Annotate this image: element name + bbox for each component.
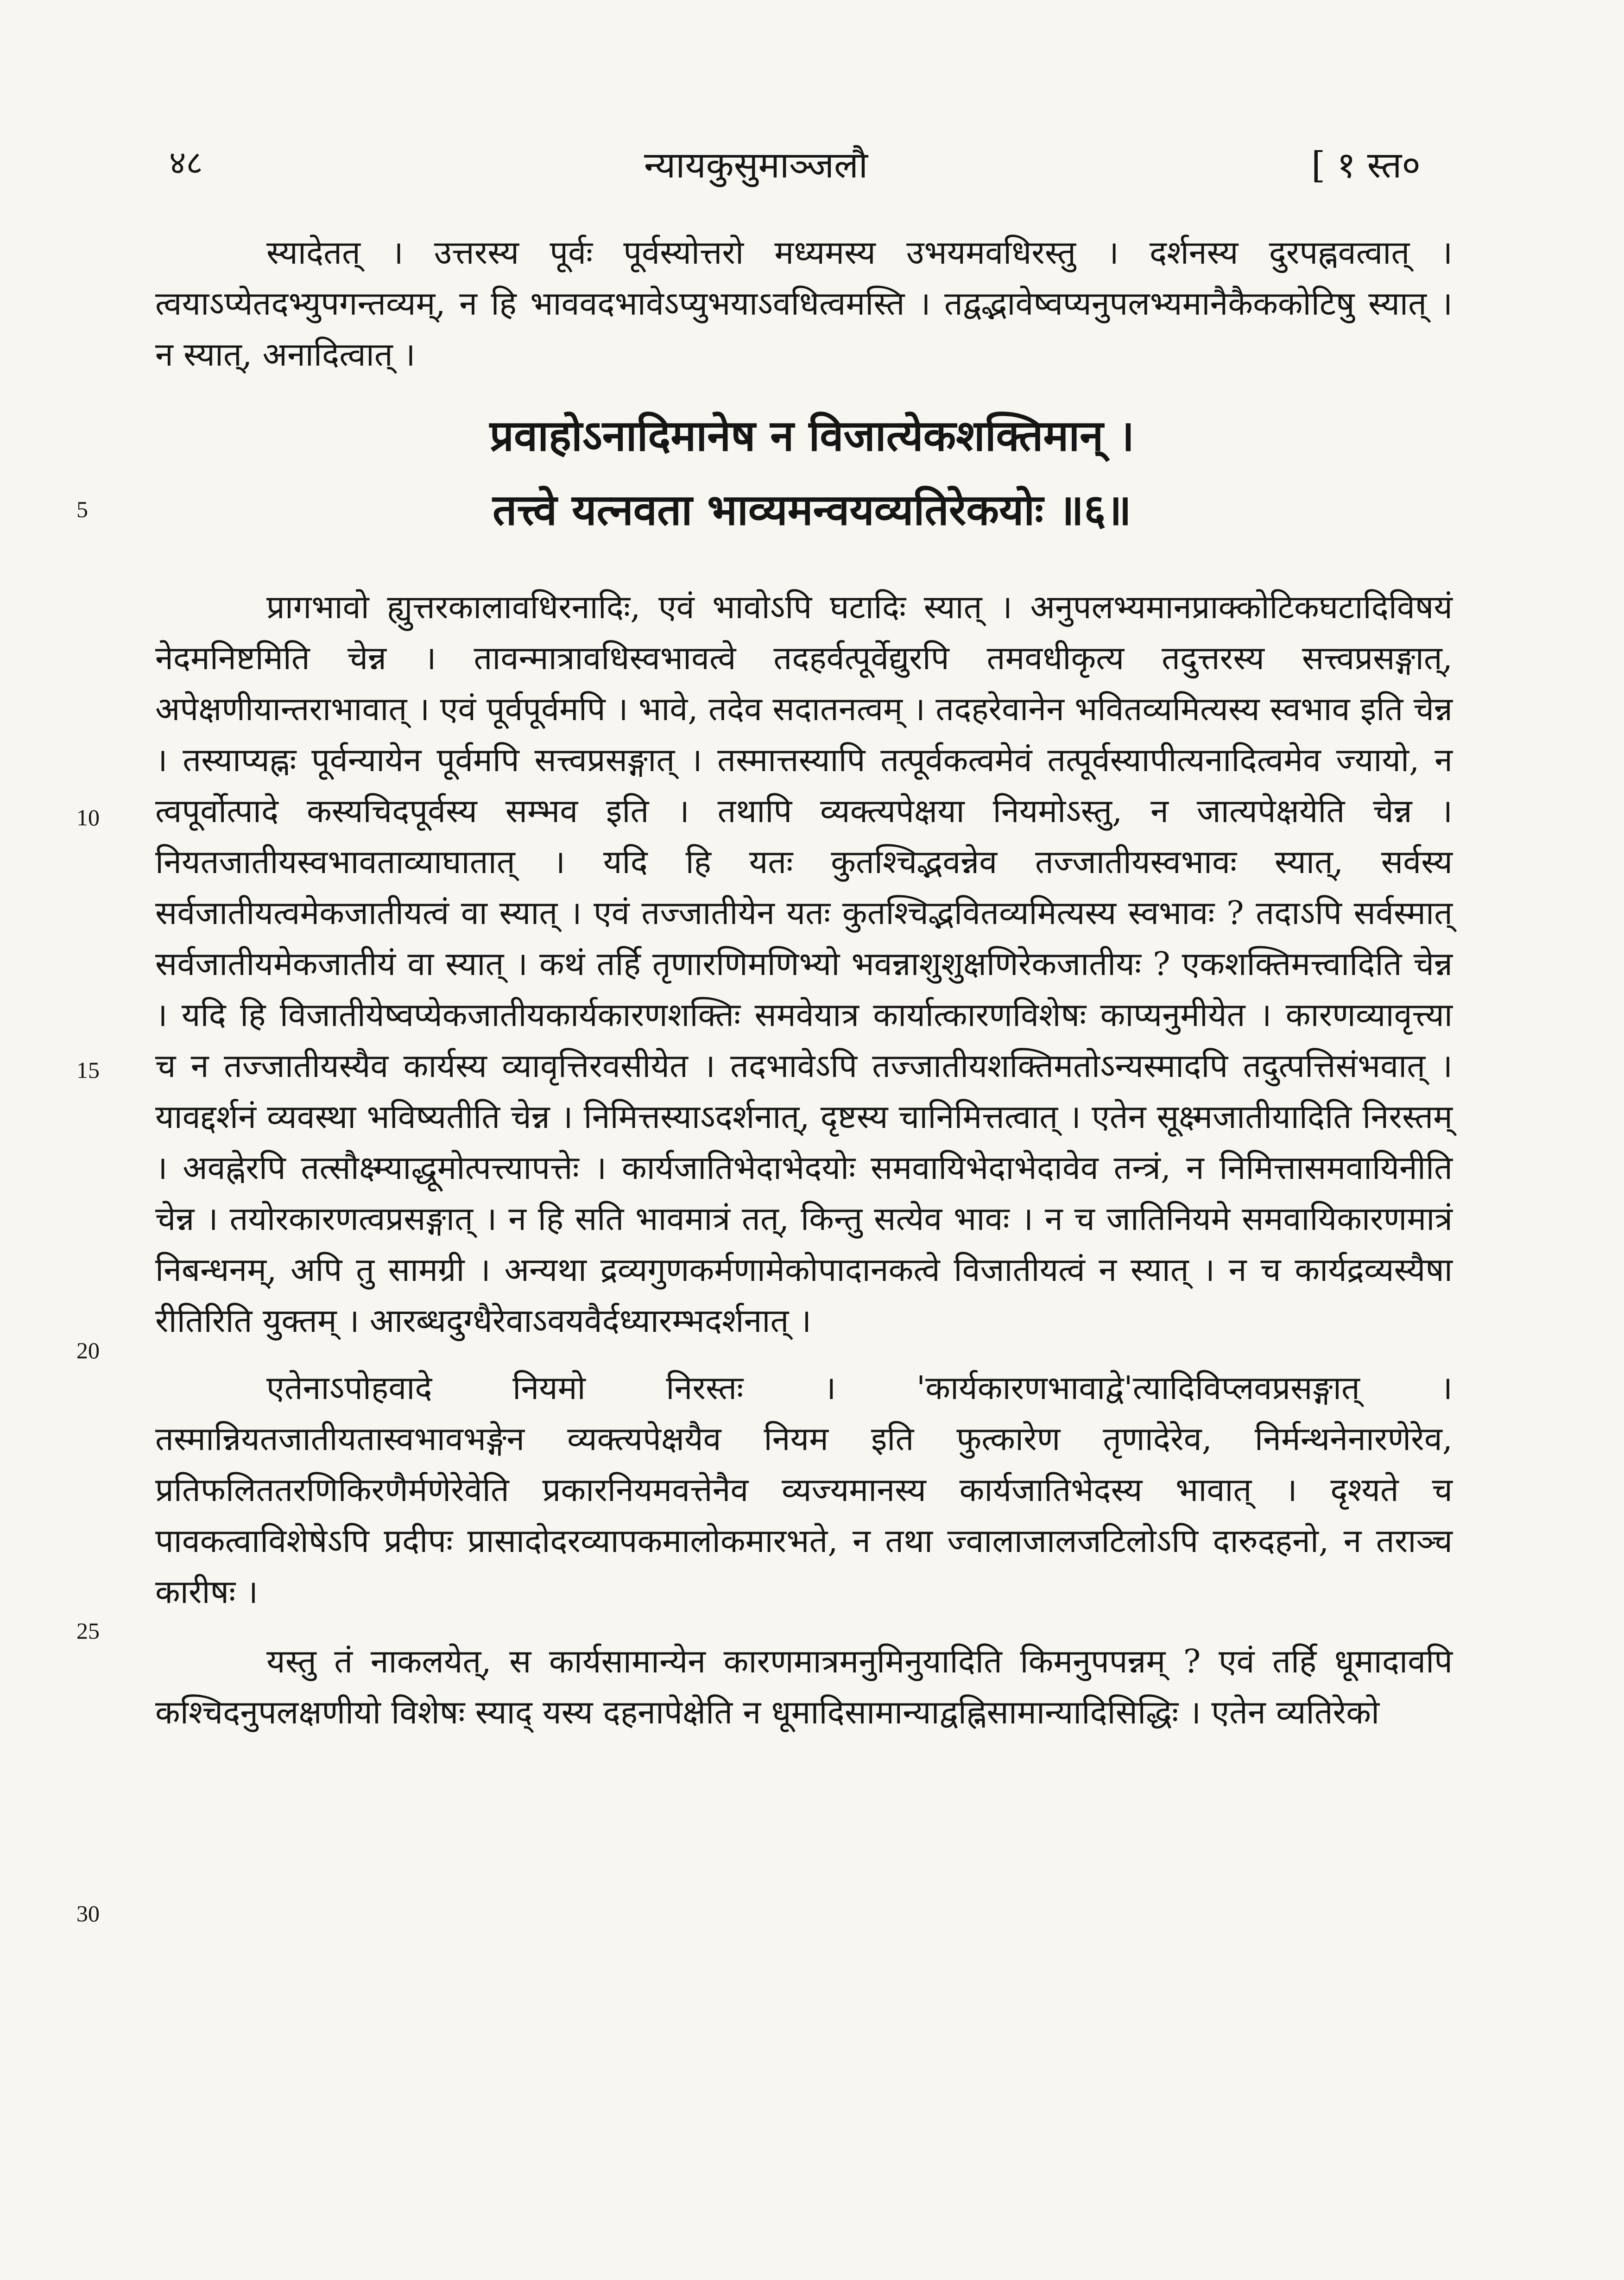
paragraph-4: यस्तु तं नाकलयेत्, स कार्यसामान्येन कारणमात्रमनुमिनुयादिति किमनुपपन्नम् ? एवं तर्हि धूमादावपि कश्चिदनुपलक्षणीयो विशेषः स्याद् यस्य दहनापेक्षेति न धूमादिसामान्याद्वह्निसामान्यादिसिद्धिः । एतेन व्यतिरेको (155, 1642, 1453, 1731)
verse-line-1: प्रवाहोऽनादिमानेष न विजात्येकशक्तिमान् । (489, 411, 1135, 461)
verse-line-2: तत्त्वे यत्नवता भाव्यमन्वयव्यतिरेकयोः ॥६॥ (493, 485, 1131, 535)
karika-verse-6 (0, 399, 1624, 547)
paragraph-2: प्रागभावो ह्युत्तरकालावधिरनादिः, एवं भावोऽपि घटादिः स्यात् । अनुपलभ्यमानप्राक्कोटिकघटादिविषयं नेदमनिष्टमिति चेन्न । तावन्मात्रावधिस्वभावत्वे तदहर्वत्पूर्वेद्युरपि तमवधीकृत्य तदुत्तरस्य सत्त्वप्रसङ्गात्, अपेक्षणीयान्तराभावात् । एवं पूर्वपूर्वमपि । भावे, तदेव सदातनत्वम् । तदहरेवानेन भवितव्यमित्यस्य स्वभाव इति चेन्न । तस्याप्यह्नः पूर्वन्यायेन पूर्वमपि सत्त्वप्रसङ्गात् । तस्मात्तस्यापि तत्पूर्वकत्वमेवं तत्पूर्वस्यापीत्यनादित्वमेव ज्यायो, न त्वपूर्वोत्पादे कस्यचिदपूर्वस्य सम्भव इति । तथापि व्यक्त्यपेक्षया नियमोऽस्तु, न जात्यपेक्षयेति चेन्न । नियतजातीयस्वभावताव्याघातात् । यदि हि यतः कुतश्चिद्भवन्नेव तज्जातीयस्वभावः स्यात्, सर्वस्य सर्वजातीयत्वमेकजातीयत्वं वा स्यात् । एवं तज्जातीयेन यतः कुतश्चिद्भवितव्यमित्यस्य स्वभावः ? तदाऽपि सर्वस्मात् सर्वजातीयमेकजातीयं वा स्यात् । कथं तर्हि तृणारणिमणिभ्यो भवन्नाशुशुक्षणिरेकजातीयः ? एकशक्तिमत्त्वादिति चेन्न । यदि हि विजातीयेष्वप्येकजातीयकार्यकारणशक्तिः समवेयात्र कार्यात्कारणविशेषः काप्यनुमीयेत । कारणव्यावृत्त्या च न तज्जातीयस्यैव कार्यस्य व्यावृत्तिरवसीयेत । तदभावेऽपि तज्जातीयशक्तिमतोऽन्यस्मादपि तदुत्पत्तिसंभवात् । यावद्दर्शनं व्यवस्था भविष्यतीति चेन्न । निमित्तस्याऽदर्शनात्, दृष्टस्य चानिमित्तत्वात् । एतेन सूक्ष्मजातीयादिति निरस्तम् । अवह्नेरपि तत्सौक्ष्म्याद्धूमोत्पत्त्यापत्तेः । कार्यजातिभेदाभेदयोः समवायिभेदाभेदावेव तन्त्रं, न निमित्तासमवायिनीति चेन्न । तयोरकारणत्वप्रसङ्गात् । न हि सति भावमात्रं तत्, किन्तु सत्येव भावः । न च जातिनियमे समवायिकारणमात्रं निबन्धनम्, अपि तु सामग्री । अन्यथा द्रव्यगुणकर्मणामेकोपादानकत्वे विजातीयत्वं न स्यात् । न च कार्यद्रव्यस्यैषा रीतिरिति युक्तम् । आरब्धदुग्धैरेवाऽवयवैर्दध्यारम्भदर्शनात् । (155, 588, 1453, 1340)
line-number-20: 20 (76, 1337, 100, 1363)
running-title: न्यायकुसुमाञ्जलौ (644, 145, 868, 186)
page-number: ४८ (169, 144, 203, 182)
line-number-30: 30 (76, 1900, 100, 1926)
paragraph-3: एतेनाऽपोहवादे नियमो निरस्तः । 'कार्यकारणभावाद्वे'त्यादिविप्लवप्रसङ्गात् । तस्मान्नियतजातीयतास्वभावभङ्गेन व्यक्त्यपेक्षयैव नियम इति फुत्कारेण तृणादेरेव, निर्मन्थनेनारणेरेव, प्रतिफलिततरणिकिरणैर्मणेरेवेति प्रकारनियमवत्तेनैव व्यज्यमानस्य कार्यजातिभेदस्य भावात् । दृश्यते च पावकत्वाविशेषेऽपि प्रदीपः प्रासादोदरव्यापकमालोकमारभते, न तथा ज्वालाजालजटिलोऽपि दारुदहनो, न तराञ्च कारीषः । (155, 1369, 1453, 1611)
page-header (0, 139, 1624, 195)
commentary-block-1 (155, 227, 1453, 380)
line-number-10: 10 (76, 804, 100, 830)
line-number-5: 5 (76, 496, 88, 522)
line-number-15: 15 (76, 1057, 100, 1083)
line-number-25: 25 (76, 1618, 100, 1644)
paragraph-1: स्यादेतत् । उत्तरस्य पूर्वः पूर्वस्योत्तरो मध्यमस्य उभयमवधिरस्तु । दर्शनस्य दुरपह्नवत्वात् । त्वयाऽप्येतदभ्युपगन्तव्यम्, न हि भाववदभावेऽप्युभयाऽवधित्वमस्ति । तद्वद्भावेष्वप्यनुपलभ्यमानैकैककोटिषु स्यात् । न स्यात्, अनादित्वात् । (155, 234, 1453, 374)
commentary-block-2 (155, 582, 1453, 1738)
section-marker: [ १ स्त० (1311, 145, 1421, 186)
